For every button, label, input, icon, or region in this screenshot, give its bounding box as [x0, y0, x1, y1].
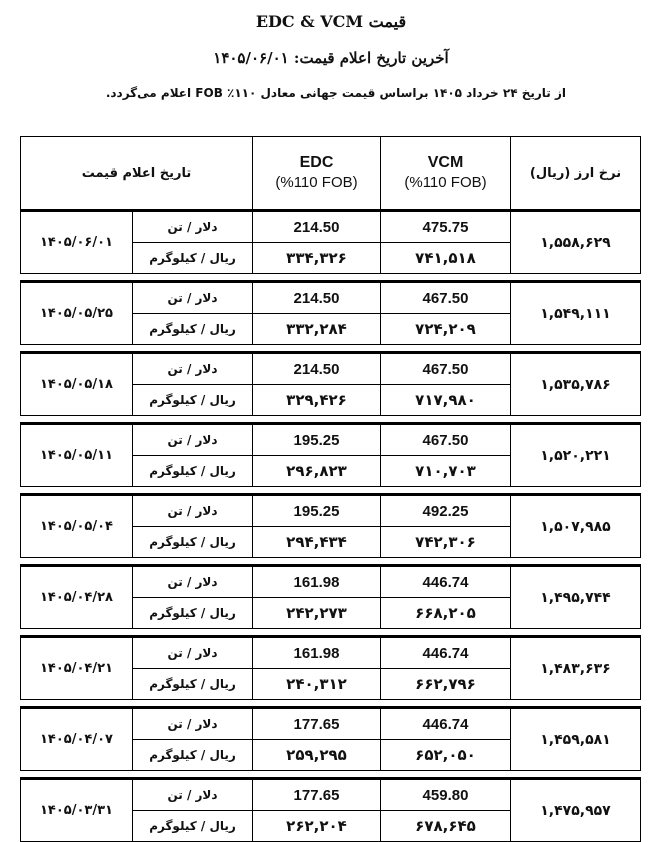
row-spacer	[21, 629, 641, 637]
vcm-usd-per-ton-cell: 446.74	[381, 637, 511, 669]
edc-usd-per-ton-cell: 161.98	[253, 566, 381, 598]
unit-rial-per-kg-label: ریال / کیلوگرم	[133, 740, 253, 771]
exchange-rate-cell: ۱,۴۸۳,۶۳۶	[511, 637, 641, 700]
announcement-date-cell: ۱۴۰۵/۰۵/۰۴	[21, 495, 133, 558]
vcm-usd-per-ton-cell: 492.25	[381, 495, 511, 527]
unit-usd-per-ton-label: دلار / تن	[133, 708, 253, 740]
unit-usd-per-ton-label: دلار / تن	[133, 211, 253, 243]
edc-rial-per-kg-cell: ۲۵۹,۲۹۵	[253, 740, 381, 771]
price-table	[20, 136, 641, 842]
vcm-rial-per-kg-cell: ۶۶۲,۷۹۶	[381, 669, 511, 700]
column-header-edc-label: EDC	[299, 154, 334, 171]
unit-usd-per-ton-label: دلار / تن	[133, 424, 253, 456]
edc-rial-per-kg-cell: ۲۶۲,۲۰۴	[253, 811, 381, 842]
table-row	[21, 566, 641, 598]
row-spacer	[21, 700, 641, 708]
edc-usd-per-ton-cell: 214.50	[253, 353, 381, 385]
unit-usd-per-ton-label: دلار / تن	[133, 282, 253, 314]
row-spacer	[21, 345, 641, 353]
row-spacer-cell	[21, 345, 641, 353]
table-header-row	[21, 137, 641, 211]
vcm-usd-per-ton-cell: 475.75	[381, 211, 511, 243]
unit-rial-per-kg-label: ریال / کیلوگرم	[133, 456, 253, 487]
column-header-vcm-sub: (%110 FOB)	[404, 174, 487, 191]
edc-rial-per-kg-cell: ۲۴۲,۲۷۳	[253, 598, 381, 629]
unit-usd-per-ton-label: دلار / تن	[133, 566, 253, 598]
column-header-vcm-label: VCM	[427, 154, 464, 171]
table-row	[21, 779, 641, 811]
announcement-date-cell: ۱۴۰۵/۰۴/۰۷	[21, 708, 133, 771]
table-row	[21, 637, 641, 669]
column-header-edc-sub: (%110 FOB)	[275, 174, 358, 191]
vcm-rial-per-kg-cell: ۶۵۲,۰۵۰	[381, 740, 511, 771]
announcement-date-cell: ۱۴۰۵/۰۴/۲۱	[21, 637, 133, 700]
exchange-rate-cell: ۱,۴۷۵,۹۵۷	[511, 779, 641, 842]
column-header-date: تاریخ اعلام قیمت	[21, 137, 253, 211]
vcm-usd-per-ton-cell: 446.74	[381, 708, 511, 740]
unit-rial-per-kg-label: ریال / کیلوگرم	[133, 314, 253, 345]
vcm-usd-per-ton-cell: 446.74	[381, 566, 511, 598]
unit-rial-per-kg-label: ریال / کیلوگرم	[133, 385, 253, 416]
unit-usd-per-ton-label: دلار / تن	[133, 353, 253, 385]
column-header-vcm	[381, 137, 511, 211]
column-header-edc	[253, 137, 381, 211]
edc-usd-per-ton-cell: 177.65	[253, 779, 381, 811]
row-spacer	[21, 416, 641, 424]
row-spacer-cell	[21, 771, 641, 779]
row-spacer-cell	[21, 416, 641, 424]
table-row	[21, 424, 641, 456]
vcm-usd-per-ton-cell: 459.80	[381, 779, 511, 811]
exchange-rate-cell: ۱,۴۹۵,۷۴۴	[511, 566, 641, 629]
last-announcement-date: آخرین تاریخ اعلام قیمت: ۱۴۰۵/۰۶/۰۱	[213, 49, 449, 67]
pricing-note: از تاریخ ۲۴ خرداد ۱۴۰۵ براساس قیمت جهانی معادل ۱۱۰٪ FOB اعلام می‌گردد.	[105, 86, 566, 100]
announcement-date-cell: ۱۴۰۵/۰۴/۲۸	[21, 566, 133, 629]
table-row	[21, 282, 641, 314]
announcement-date-cell: ۱۴۰۵/۰۳/۳۱	[21, 779, 133, 842]
edc-rial-per-kg-cell: ۳۲۹,۴۲۶	[253, 385, 381, 416]
unit-rial-per-kg-label: ریال / کیلوگرم	[133, 527, 253, 558]
column-header-exchange-rate: نرخ ارز (ریال)	[511, 137, 641, 211]
unit-usd-per-ton-label: دلار / تن	[133, 637, 253, 669]
vcm-rial-per-kg-cell: ۶۶۸,۲۰۵	[381, 598, 511, 629]
exchange-rate-cell: ۱,۵۴۹,۱۱۱	[511, 282, 641, 345]
row-spacer-cell	[21, 700, 641, 708]
announcement-date-cell: ۱۴۰۵/۰۵/۱۸	[21, 353, 133, 416]
row-spacer	[21, 558, 641, 566]
unit-rial-per-kg-label: ریال / کیلوگرم	[133, 811, 253, 842]
edc-rial-per-kg-cell: ۳۳۲,۲۸۴	[253, 314, 381, 345]
edc-usd-per-ton-cell: 214.50	[253, 211, 381, 243]
announcement-date-cell: ۱۴۰۵/۰۵/۱۱	[21, 424, 133, 487]
vcm-usd-per-ton-cell: 467.50	[381, 282, 511, 314]
edc-usd-per-ton-cell: 195.25	[253, 495, 381, 527]
exchange-rate-cell: ۱,۵۳۵,۷۸۶	[511, 353, 641, 416]
table-row	[21, 708, 641, 740]
page-title: قیمت EDC & VCM	[255, 12, 407, 31]
edc-usd-per-ton-cell: 177.65	[253, 708, 381, 740]
row-spacer-cell	[21, 487, 641, 495]
vcm-rial-per-kg-cell: ۷۲۴,۲۰۹	[381, 314, 511, 345]
table-body	[21, 211, 641, 842]
unit-rial-per-kg-label: ریال / کیلوگرم	[133, 243, 253, 274]
table-row	[21, 495, 641, 527]
edc-rial-per-kg-cell: ۲۴۰,۳۱۲	[253, 669, 381, 700]
row-spacer-cell	[21, 558, 641, 566]
row-spacer-cell	[21, 274, 641, 282]
row-spacer	[21, 771, 641, 779]
vcm-rial-per-kg-cell: ۷۱۷,۹۸۰	[381, 385, 511, 416]
exchange-rate-cell: ۱,۵۵۸,۶۲۹	[511, 211, 641, 274]
vcm-usd-per-ton-cell: 467.50	[381, 353, 511, 385]
unit-usd-per-ton-label: دلار / تن	[133, 779, 253, 811]
unit-rial-per-kg-label: ریال / کیلوگرم	[133, 598, 253, 629]
announcement-date-cell: ۱۴۰۵/۰۶/۰۱	[21, 211, 133, 274]
table-row	[21, 211, 641, 243]
exchange-rate-cell: ۱,۵۲۰,۲۲۱	[511, 424, 641, 487]
unit-usd-per-ton-label: دلار / تن	[133, 495, 253, 527]
vcm-rial-per-kg-cell: ۷۴۱,۵۱۸	[381, 243, 511, 274]
row-spacer	[21, 487, 641, 495]
edc-usd-per-ton-cell: 195.25	[253, 424, 381, 456]
row-spacer-cell	[21, 629, 641, 637]
vcm-rial-per-kg-cell: ۷۴۲,۳۰۶	[381, 527, 511, 558]
edc-usd-per-ton-cell: 214.50	[253, 282, 381, 314]
vcm-usd-per-ton-cell: 467.50	[381, 424, 511, 456]
edc-rial-per-kg-cell: ۳۳۴,۳۲۶	[253, 243, 381, 274]
edc-usd-per-ton-cell: 161.98	[253, 637, 381, 669]
edc-rial-per-kg-cell: ۲۹۶,۸۲۳	[253, 456, 381, 487]
exchange-rate-cell: ۱,۴۵۹,۵۸۱	[511, 708, 641, 771]
table-row	[21, 353, 641, 385]
edc-rial-per-kg-cell: ۲۹۴,۴۳۴	[253, 527, 381, 558]
announcement-date-cell: ۱۴۰۵/۰۵/۲۵	[21, 282, 133, 345]
unit-rial-per-kg-label: ریال / کیلوگرم	[133, 669, 253, 700]
row-spacer	[21, 274, 641, 282]
exchange-rate-cell: ۱,۵۰۷,۹۸۵	[511, 495, 641, 558]
vcm-rial-per-kg-cell: ۶۷۸,۶۴۵	[381, 811, 511, 842]
vcm-rial-per-kg-cell: ۷۱۰,۷۰۳	[381, 456, 511, 487]
